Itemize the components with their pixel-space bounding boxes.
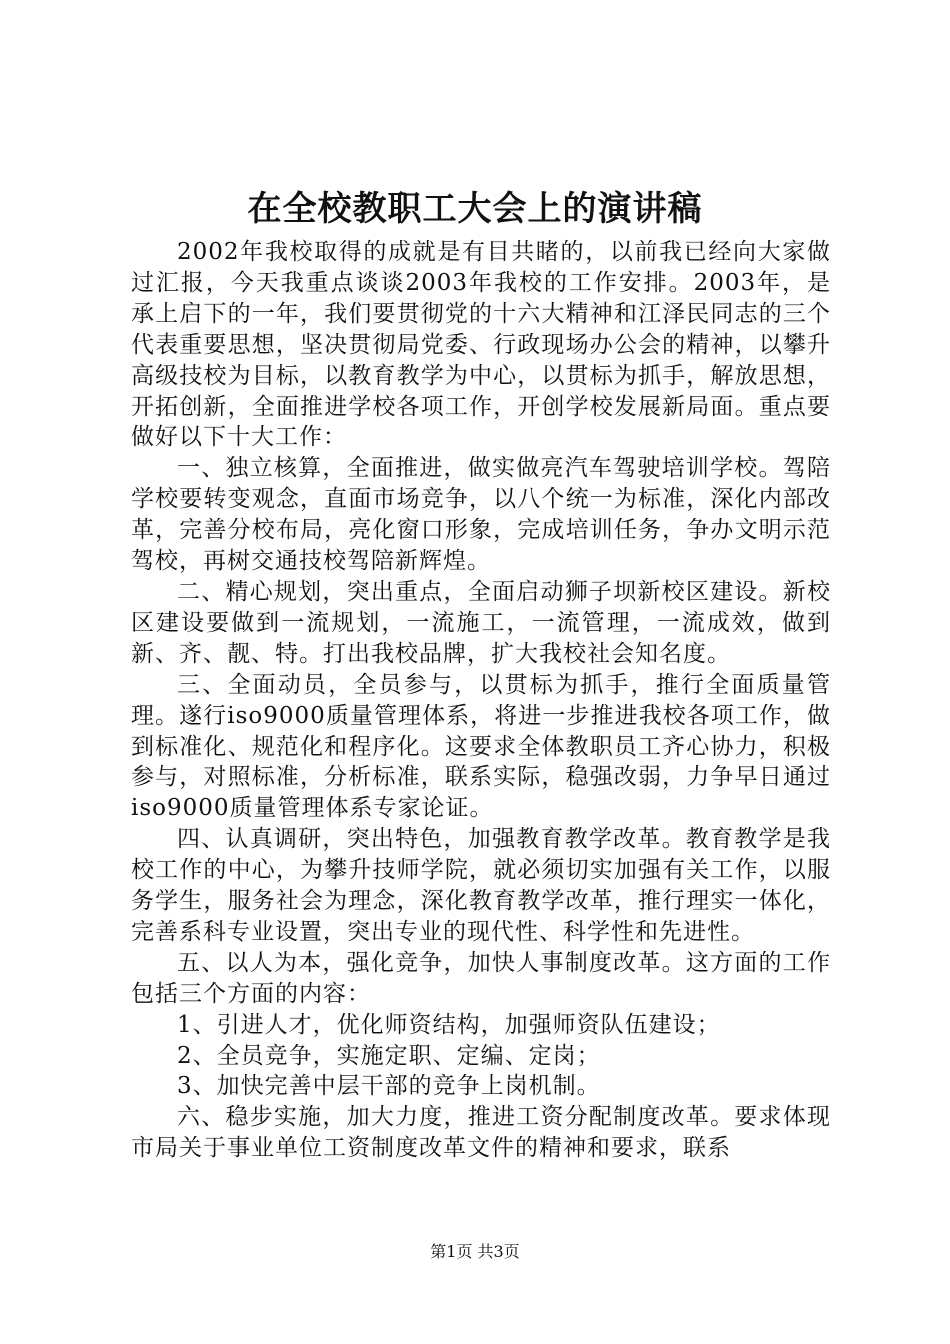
- list-item: 1、引进人才，优化师资结构，加强师资队伍建设；: [177, 1011, 721, 1038]
- list-item: 2、全员竞争，实施定职、定编、定岗；: [177, 1042, 601, 1069]
- document-title: 在全校教职工大会上的演讲稿: [247, 189, 703, 229]
- paragraph: 五、以人为本，强化竞争，加快人事制度改革。这方面的工作包括三个方面的内容：: [131, 949, 831, 1007]
- paragraph: 三、全面动员，全员参与，以贯标为抓手，推行全面质量管理。遂行iso9000质量管理体系，将进一步推进我校各项工作，做到标准化、规范化和程序化。这要求全体教职员工齐心协力，积极参与，对照标准，分析标准，联系实际，稳强改弱，力争早日通过iso9000质量管理体系专家论证。: [131, 671, 831, 822]
- paragraph: 四、认真调研，突出特色，加强教育教学改革。教育教学是我校工作的中心，为攀升技师学院，就必须切实加强有关工作，以服务学生，服务社会为理念，深化教育教学改革，推行理实一体化，完善系科专业设置，突出专业的现代性、科学性和先进性。: [131, 826, 831, 945]
- list-item: 3、加快完善中层干部的竞争上岗机制。: [177, 1073, 601, 1100]
- document-body: [131, 237, 831, 1164]
- paragraph: 二、精心规划，突出重点，全面启动狮子坝新校区建设。新校区建设要做到一流规划，一流施工，一流管理，一流成效，做到新、齐、靓、特。打出我校品牌，扩大我校社会知名度。: [131, 578, 831, 667]
- paragraph: 2002年我校取得的成就是有目共睹的，以前我已经向大家做过汇报，今天我重点谈谈2003年我校的工作安排。2003年，是承上启下的一年，我们要贯彻党的十六大精神和江泽民同志的三个代表重要思想，坚决贯彻局党委、行政现场办公会的精神，以攀升高级技校为目标，以教育教学为中心，以贯标为抓手，解放思想，开拓创新，全面推进学校各项工作，开创学校发展新局面。重点要做好以下十大工作：: [131, 239, 831, 451]
- paragraph: 六、稳步实施，加大力度，推进工资分配制度改革。要求体现市局关于事业单位工资制度改革文件的精神和要求，联系: [131, 1104, 831, 1162]
- paragraph: 一、独立核算，全面推进，做实做亮汽车驾驶培训学校。驾陪学校要转变观念，直面市场竞争，以八个统一为标准，深化内部改革，完善分校布局，亮化窗口形象，完成培训任务，争办文明示范驾校，再树交通技校驾陪新辉煌。: [131, 455, 831, 575]
- page-footer: 第1页 共3页: [430, 1242, 520, 1261]
